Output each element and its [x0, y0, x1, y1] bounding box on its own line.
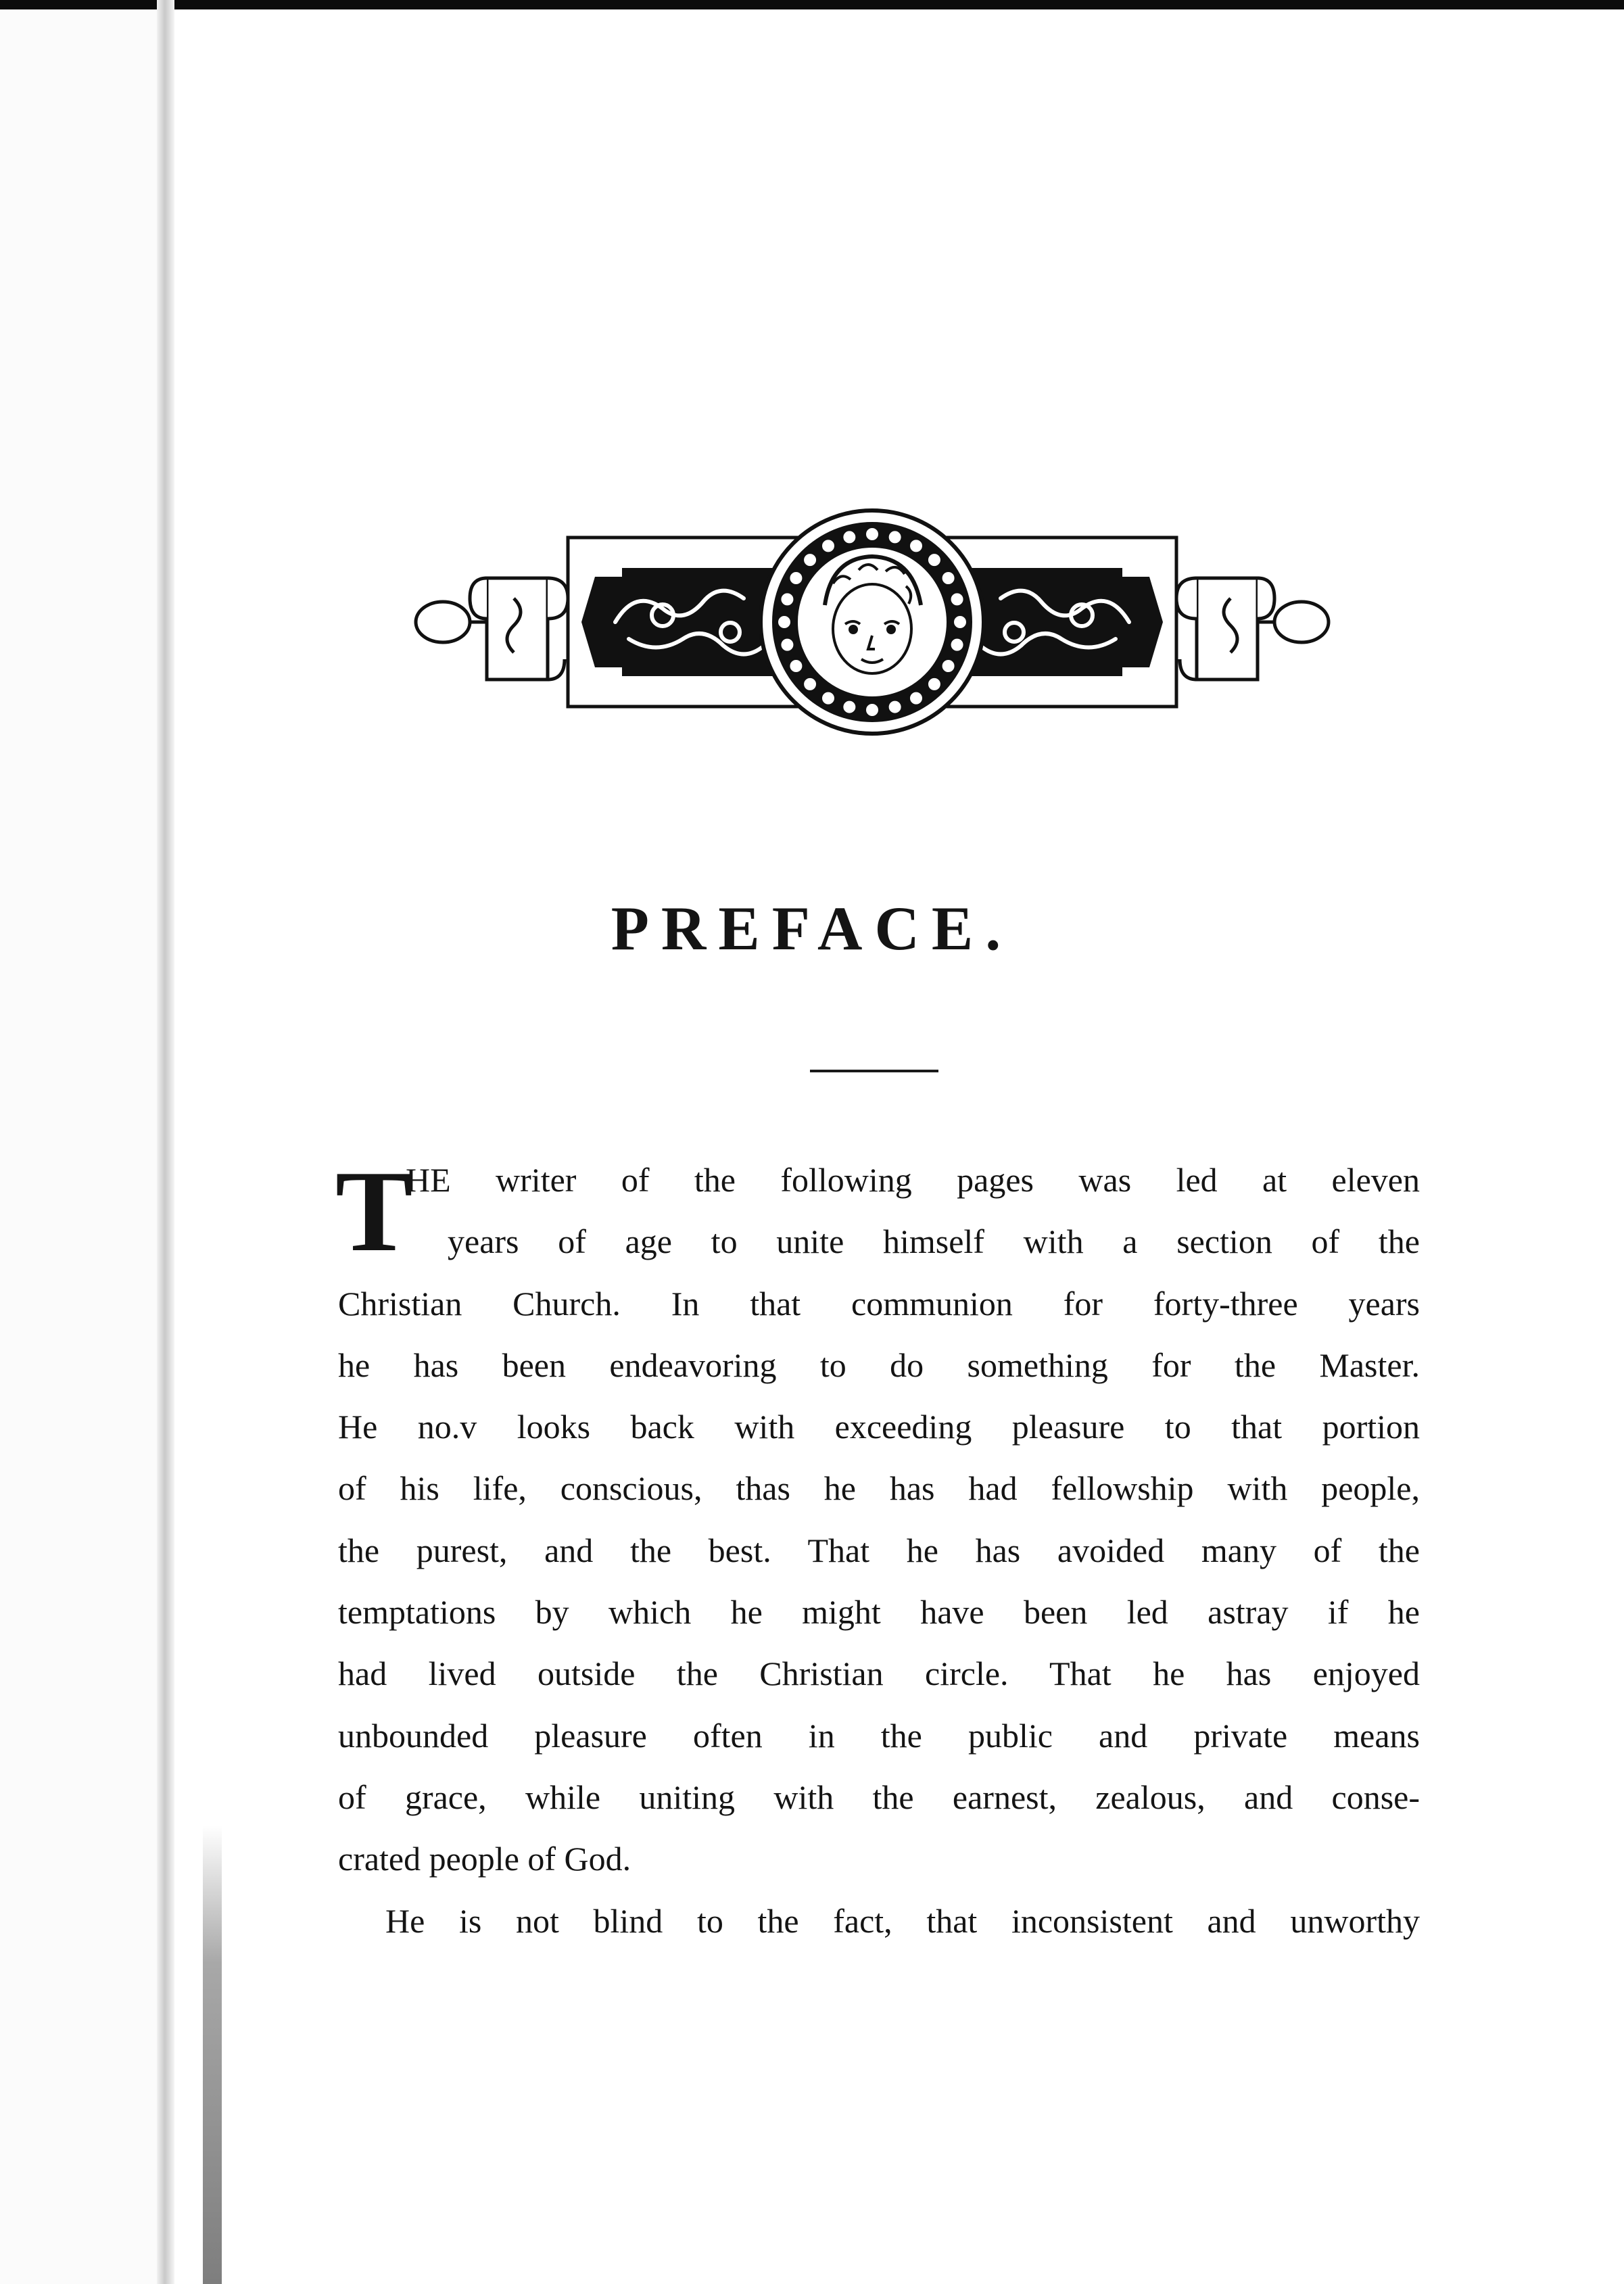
drop-cap: T — [335, 1147, 413, 1276]
text-line: He no.v looks back with exceeding pleasure to that portion — [338, 1408, 1420, 1446]
text-line: unbounded pleasure often in the public and private means — [338, 1716, 1420, 1755]
cherub-medallion-scroll-ornament-icon — [412, 504, 1332, 740]
book-gutter — [157, 0, 174, 2284]
text-line: crated people of God. — [338, 1840, 631, 1878]
text-line: Christian Church. In that communion for forty-three years — [338, 1284, 1420, 1323]
text-line: temptations by which he might have been led astray if he — [338, 1593, 1420, 1632]
text-line: of his life, conscious, thas he has had fellowship with people, — [338, 1469, 1420, 1508]
text-line: years of age to unite himself with a section of the — [448, 1222, 1420, 1261]
text-line: of grace, while uniting with the earnest, zealous, and conse- — [338, 1778, 1420, 1816]
page-title: PREFACE. — [611, 894, 1013, 963]
text-line: He is not blind to the fact, that inconsistent and unworthy — [385, 1901, 1420, 1940]
title-divider — [810, 1070, 938, 1072]
text-line: HE writer of the following pages was led at eleven — [406, 1161, 1420, 1199]
scan-top-edge — [0, 0, 1624, 9]
book-gutter-shadow — [203, 1826, 222, 2284]
text-line: had lived outside the Christian circle. That he has enjoyed — [338, 1655, 1420, 1693]
preface-body — [338, 1149, 1420, 1952]
facing-page-margin — [0, 0, 157, 2284]
text-line: he has been endeavoring to do something for the Master. — [338, 1346, 1420, 1384]
text-line: the purest, and the best. That he has avoided many of the — [338, 1531, 1420, 1569]
